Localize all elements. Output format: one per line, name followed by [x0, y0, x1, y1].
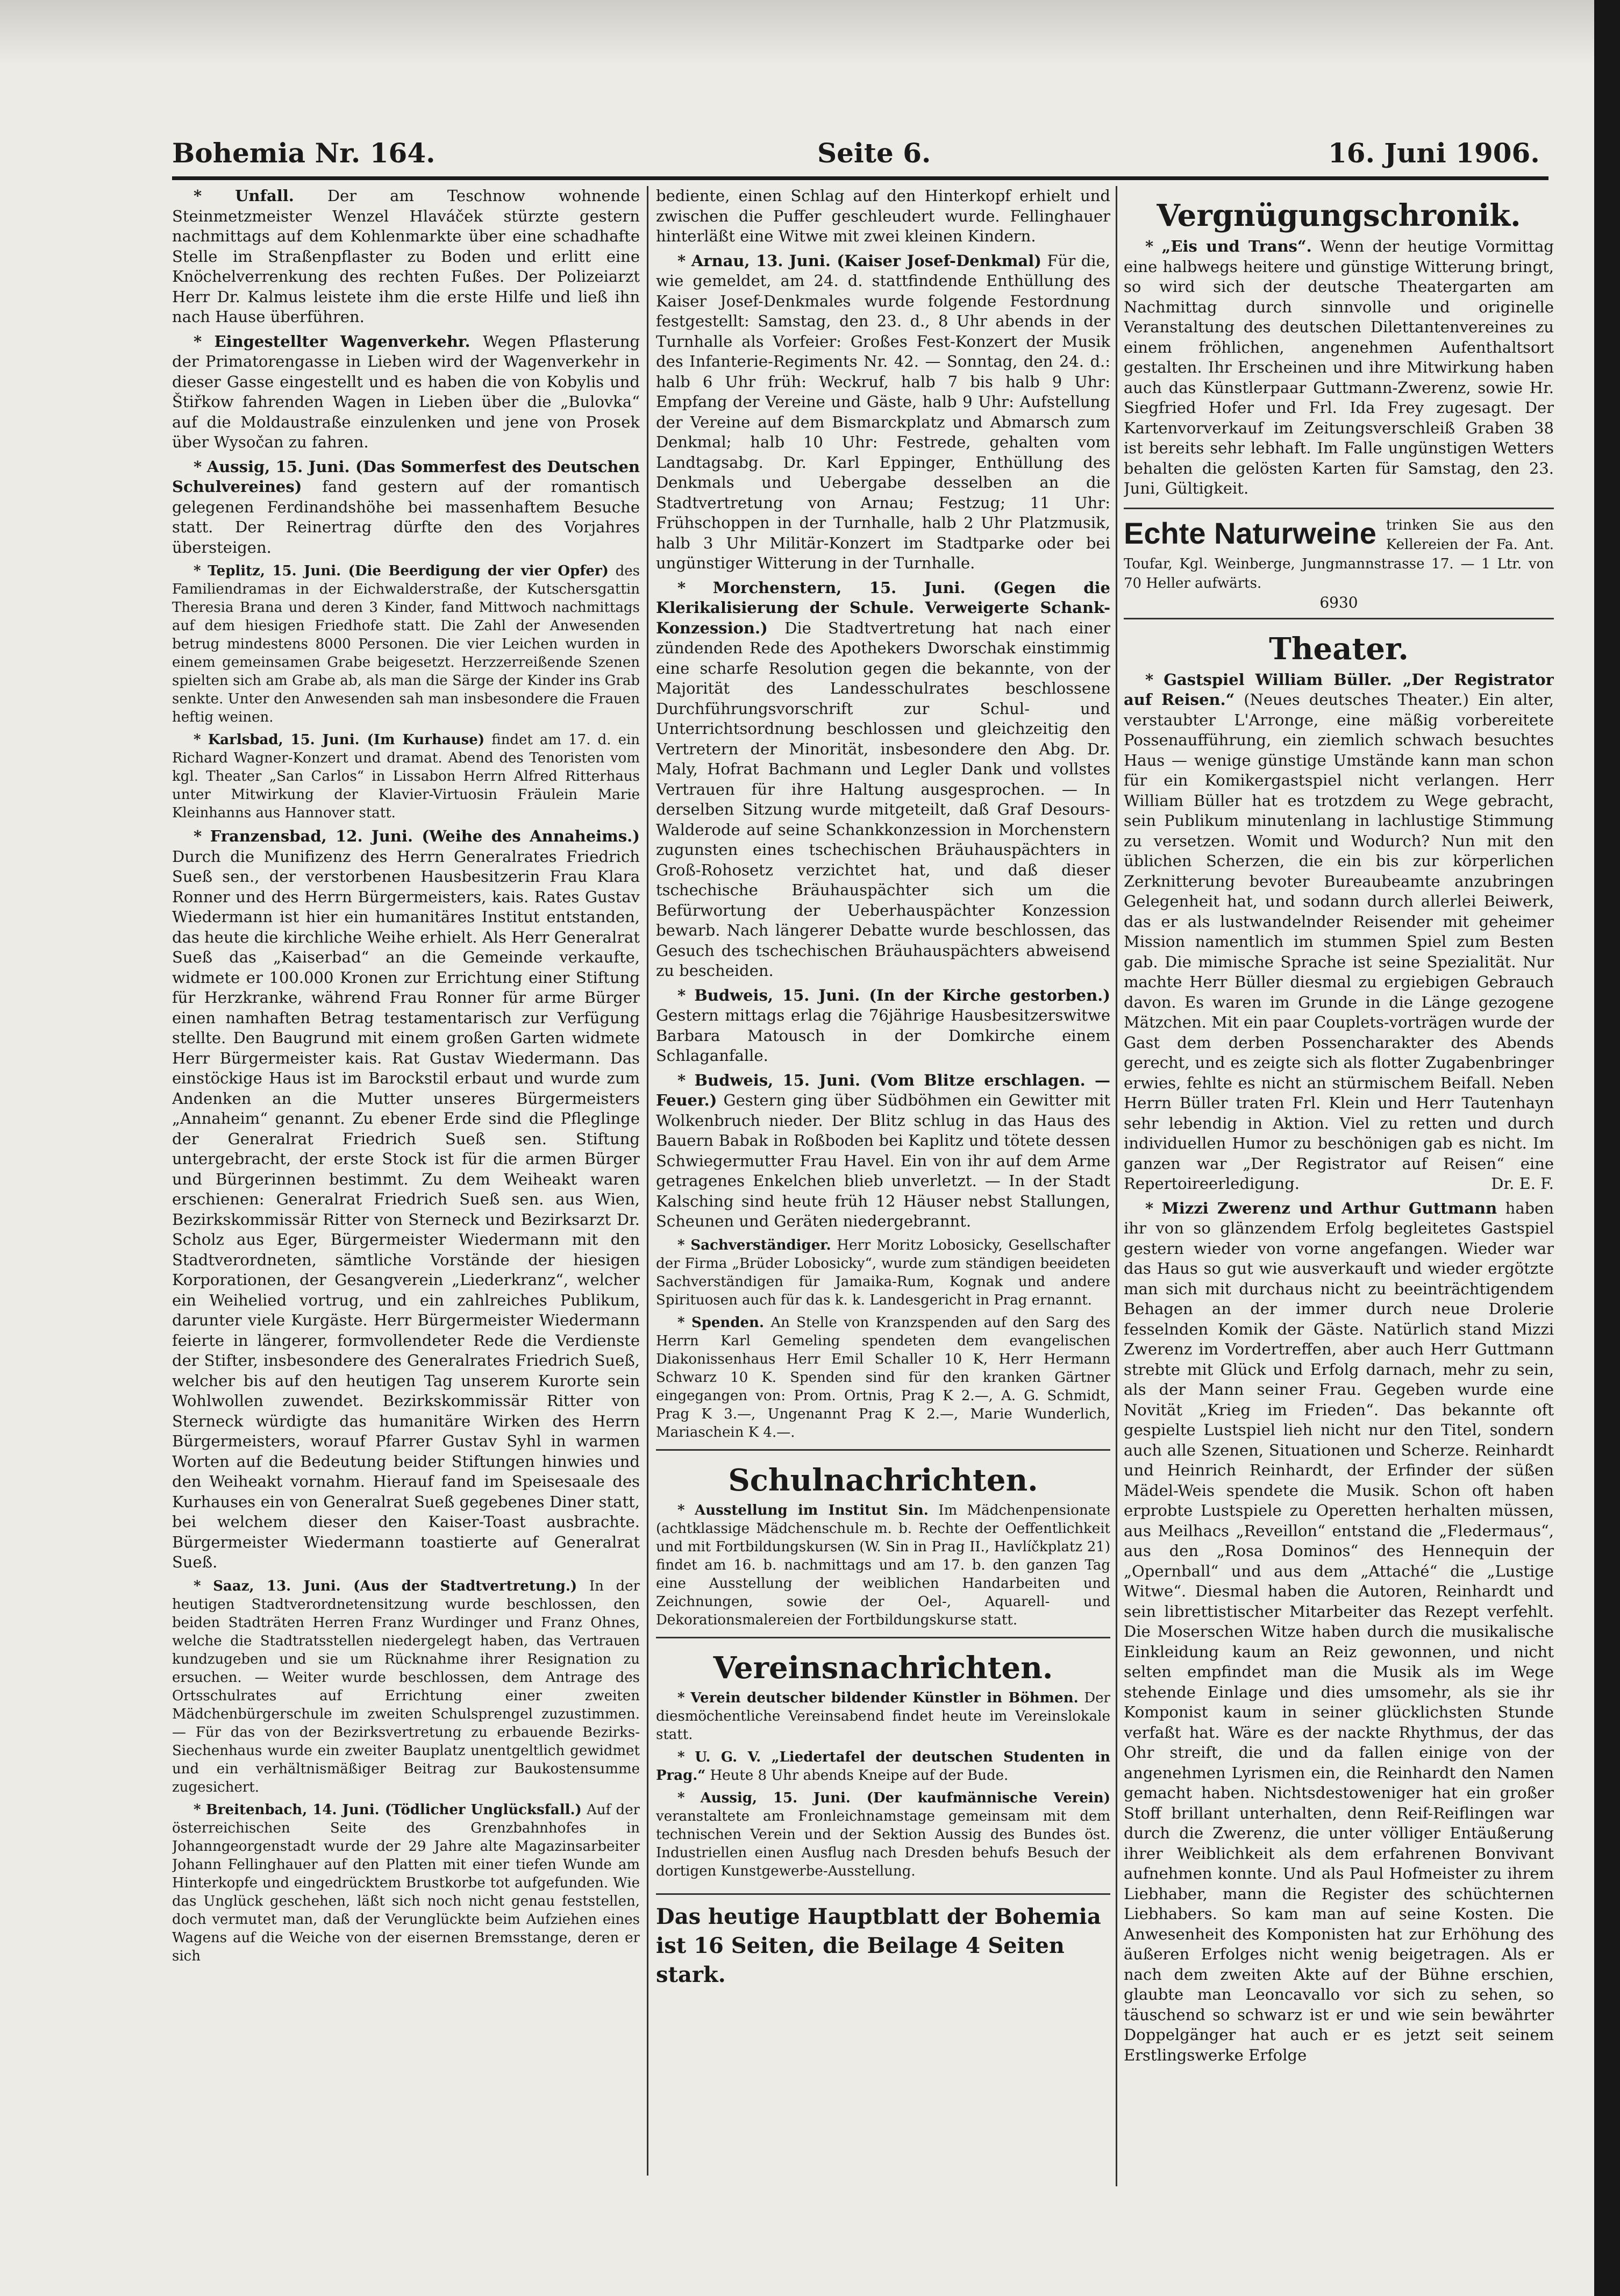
section-title-theater: Theater.	[1269, 631, 1409, 667]
article-text: veranstaltete am Fronleichnamstage gemeinsam mit dem technischen Verein und der Sektion Aussig des Bundes öst. Industriellen einen Ausflug nach Dresden behufs Besuch der dortigen Kunstgewerbe-Ausstellung.	[656, 1808, 1110, 1879]
article-heading: Gastspiel William Büller. „Der Registrator auf Reisen.“	[1124, 670, 1554, 709]
article: * Karlsbad, 15. Juni. (Im Kurhause) findet am 17. d. ein Richard Wagner-Konzert und dramat. Abend des Tenoristen vom kgl. Theater „San Carlos“ in Lissabon Herrn Alfred Ritterhaus unter Mitwirkung der Klavier-Virtuosin Fräulein Marie Kleinhanns aus Hannover statt.	[172, 732, 640, 821]
section-rule	[656, 1637, 1110, 1638]
article: * Budweis, 15. Juni. (In der Kirche gestorben.) Gestern mittags erlag die 76jährige Hausbesitzerswitwe Barbara Matousch in der Domkirche einem Schlaganfalle.	[656, 986, 1110, 1065]
article-heading: Unfall.	[235, 187, 294, 205]
article-text: fand gestern auf der romantisch gelegenen Ferdinandshöhe bei massenhaftem Besuche statt. Der Reinertrag dürfte den des Vorjahres übersteigen.	[172, 477, 640, 557]
ad-text: trinken Sie aus den Kellereien der Fa. Ant. Toufar, Kgl. Weinberge, Jungmannstrasse 17. — 1 Ltr. von 70 Heller aufwärts.	[1124, 517, 1554, 591]
scan-right-edge	[1594, 0, 1620, 2296]
article-heading: Budweis, 15. Juni. (Vom Blitze erschlagen. — Feuer.)	[656, 1071, 1110, 1109]
article: * U. G. V. „Liedertafel der deutschen Studenten in Prag.“ Heute 8 Uhr abends Kneipe auf der Bude.	[656, 1749, 1110, 1784]
wine-advertisement	[1124, 508, 1554, 619]
article-text: findet am 17. d. ein Richard Wagner-Konzert und dramat. Abend des Tenoristen vom kgl. Theater „San Carlos“ in Lissabon Herrn Alfred Ritterhaus unter Mitwirkung der Klavier-Virtuosin Fräulein Marie Kleinhanns aus Hannover statt.	[172, 732, 640, 821]
article-heading: Breitenbach, 14. Juni. (Tödlicher Unglücksfall.)	[205, 1801, 582, 1818]
article-text: Herr Moritz Lobosicky, Gesellschafter der Firma „Brüder Lobosicky“, wurde zum ständigen beeideten Sachverständigen für Jamaika-Rum, Kognak und andere Spirituosen auch für das k. k. Landesgericht in Prag ernannt.	[656, 1237, 1110, 1308]
article-text: Im Mädchenpensionate (achtklassige Mädchenschule m. b. Rechte der Oeffentlichkeit und mit Fortbildungskursen (W. Sin in Prag II., Havlíčkplatz 21) findet am 16. b. nachmittags und am 17. b. den ganzen Tag eine Ausstellung der weiblichen Handarbeiten und Zeichnungen, sowie der Oel-, Aquarell- und Dekorationsmalereien der Fortbildungskurse statt.	[656, 1502, 1110, 1628]
article-text: bediente, einen Schlag auf den Hinterkopf erhielt und zwischen die Puffer geschleudert wurde. Fellinghauer hinterläßt eine Witwe mit zwei kleinen Kindern.	[656, 187, 1110, 245]
article: * Mizzi Zwerenz und Arthur Guttmann haben ihr von so glänzendem Erfolg begleitetes Gastspiel gestern wieder von vorne angefangen. Wieder war das Haus so gut wie ausverkauft und wieder ergötzte man sich mit durchaus nicht zu beeinträchtigendem Behagen an der immer durch neue Drolerie fesselnden Komik der Gäste. Natürlich stand Mizzi Zwerenz im Vordertreffen, aber auch Herr Guttmann strebte mit Glück und Erfolg darnach, mehr zu sein, als der Mann seiner Frau. Gegeben wurde eine Novität „Krieg im Frieden“. Das bekannte oft gespielte Lustspiel lieh nicht nur den Titel, sondern auch alle Szenen, Situationen und Scherze. Reinhardt und Heinrich Reinhardt, der Erfinder der süßen Mädel-Weis spendete die Musik. Schon oft haben erprobte Lustspiele zu Operetten herhalten müssen, aus Meilhacs „Reveillon“ entstand die „Fledermaus“, aus den „Rosa Dominos“ des Hennequin der „Opernball“ und aus dem „Attaché“ die „Lustige Witwe“. Diesmal haben die Autoren, Reinhardt und sein librettistischer Mitarbeiter das Rezept verfehlt. Die Moserschen Witze haben durch die musikalische Einkleidung kaum an Reiz gewonnen, und nicht selten empfindet man die Musik als im Wege stehende Einlage und dies umsomehr, als sie ihr Komponist kaum in seiner glücklichsten Stunde verfaßt hat. Wäre es der nackte Rhythmus, der das Ohr streift, die und da fallen einige von der angenehmen Lyrismen ein, die Reinhardt den Namen gemacht haben. Nichtsdestoweniger hat ein großer Stoff brillant unterhalten, denn Reif-Reiflingen war durch die Zwerenz, die unter völliger Entäußerung ihrer Weiblichkeit als dem erfahrenen Bonvivant aufnehmen konnte. Und als Paul Hofmeister zu ihrem Liebhaber, mann die Register des schüchternen Liebhabers. So kam man auf seine Kosten. Die Anwesenheit des Komponisten hat zur Erhöhung des äußeren Erfolges nicht wenig beigetragen. Als er nach dem zweiten Akte auf der Bühne erschien, glaubte man Leoncavallo vor sich zu sehen, so täuschend so schwarz ist er und wie sein bewährter Doppelgänger hat auch er es jetzt seit seinem Erstlingswerke Erfolge	[1124, 1199, 1554, 2064]
article-heading: Morchenstern, 15. Juni. (Gegen die Klerikalisierung der Schule. Verweigerte Schank-Konzession.)	[656, 578, 1110, 637]
article: * Arnau, 13. Juni. (Kaiser Josef-Denkmal) Für die, wie gemeldet, am 24. d. stattfindende Enthüllung des Kaiser Josef-Denkmales wurde folgende Festordnung festgestellt: Samstag, den 23. d., 8 Uhr abends in der Turnhalle als Vorfeier: Großes Fest-Konzert der Musik des Infanterie-Regiments Nr. 42. — Sonntag, den 24. d.: halb 6 Uhr früh: Weckruf, halb 7 bis halb 9 Uhr: Empfang der Vereine und Gäste, halb 9 Uhr: Aufstellung der Vereine auf dem Bismarckplatz und Abmarsch zum Denkmal; halb 10 Uhr: Festrede, gehalten vom Landtagsabg. Dr. Karl Eppinger, Enthüllung des Denkmals und Uebergabe desselben an die Stadtvertretung von Arnau; Festzug; 11 Uhr: Frühschoppen in der Turnhalle, halb 2 Uhr Platzmusik, halb 3 Uhr Militär-Konzert im Stadtparke oder bei ungünstiger Witterung in der Turnhalle.	[656, 251, 1110, 572]
article: * Sachverständiger. Herr Moritz Lobosicky, Gesellschafter der Firma „Brüder Lobosicky“, wurde zum ständigen beeideten Sachverständigen für Jamaika-Rum, Kognak und andere Spirituosen auch für das k. k. Landesgericht in Prag ernannt.	[656, 1237, 1110, 1308]
article-heading: Teplitz, 15. Juni. (Die Beerdigung der vier Opfer)	[208, 563, 609, 579]
article: * Morchenstern, 15. Juni. (Gegen die Klerikalisierung der Schule. Verweigerte Schank-Konzession.) Die Stadtvertretung hat nach einer zündenden Rede des Apothekers Dworschak einstimmig eine scharfe Resolution gegen die bekannte, von der Majorität des Landesschulrates beschlossene Durchführungsvorschrift zur Schul- und Unterrichtsordnung beschlossen und gleichzeitig den Vertretern der Minorität, insbesondere den Abg. Dr. Maly, Hofrat Bachmann und Legler Dank und vollstes Vertrauen für ihre Haltung ausgesprochen. — In derselben Sitzung wurde mitgeteilt, daß Graf Desours-Walderode auf seine Schankkonzession in Morchenstern zugunsten eines tschechischen Bräuhauspächters in Groß-Rohosetz verzichtet hat, und daß dieser tschechische Bräuhauspächter sich um die Befürwortung der Ueberhauspächter Konzession bewarb. Nach längerer Debatte wurde beschlossen, das Gesuch des tschechischen Bräuhauspächters abweisend zu bescheiden.	[656, 578, 1110, 980]
article-heading: Mizzi Zwerenz und Arthur Guttmann	[1161, 1199, 1497, 1217]
article-text: Der am Teschnow wohnende Steinmetzmeister Wenzel Hlaváček stürzte gestern nachmittags auf dem Kohlenmarkte über eine schadhafte Stelle im Straßenpflaster zu Boden und erlitt eine Knöchelverrenkung des rechten Fußes. Der Polizeiarzt Herr Dr. Kalmus leistete ihm die erste Hilfe und ließ ihn nach Hause überführen.	[172, 187, 640, 326]
article-text: An Stelle von Kranzspenden auf den Sarg des Herrn Karl Gemeling spendeten dem evangelischen Diakonissenhaus Herr Emil Schaller 10 K, Herr Hermann Schwarz 10 K. Spenden sind für den kranken Gärtner eingegangen von: Prom. Ortnis, Prag K 2.—, A. G. Schmidt, Prag K 3.—, Ungenannt Prag K 2.—, Marie Wunderlich, Mariaschein K 4.—.	[656, 1314, 1110, 1441]
section-title-school: Schulnachrichten.	[728, 1462, 1038, 1498]
article-heading: Spenden.	[691, 1314, 765, 1331]
article: * Eingestellter Wagenverkehr. Wegen Pflasterung der Primatorengasse in Lieben wird der Wagenverkehr in dieser Gasse eingestellt und es haben die von Kobylis und Štiřkow fahrenden Wagen in Lieben über die „Bulovka“ auf die Moldaustraße einzulenken und jene von Prosek über Wysočan zu fahren.	[172, 332, 640, 451]
article: * Teplitz, 15. Juni. (Die Beerdigung der vier Opfer) des Familiendramas in der Eichwalderstraße, der Kutschersgattin Theresia Brana und deren 3 Kinder, fand Mittwoch nachmittags auf dem hiesigen Friedhofe statt. Die Zahl der Anwesenden betrug mindestens 8000 Personen. Die vier Leichen wurden in einem gemeinsamen Grabe beigesetzt. Herzzerreißende Szenen spielten sich am Grabe ab, als man die Särge der Kinder ins Grab senkte. Unter den Anwesenden sah man insbesondere die Frauen heftig weinen.	[172, 563, 640, 725]
article-text: Wenn der heutige Vormittag eine halbwegs heitere und günstige Witterung bringt, so wird sich der deutsche Theatergarten am Nachmittag durch sinnvolle und originelle Veranstaltung des deutschen Dilettantenvereines zu einem fröhlichen, angenehmen Aufenthaltsort gestalten. Ihr Erscheinen und ihre Mitwirkung haben auch das Künstlerpaar Guttmann-Zwerenz, sowie Hr. Siegfried Hofer und Frl. Ida Frey zugesagt. Der Kartenvorverkauf im Zeitungsverschleiß Graben 38 ist bereits sehr lebhaft. Im Falle ungünstigen Wetters behalten die gelösten Karten für Samstag, den 23. Juni, Gültigkeit.	[1124, 237, 1554, 497]
article-text: des Familiendramas in der Eichwalderstraße, der Kutschersgattin Theresia Brana und deren 3 Kinder, fand Mittwoch nachmittags auf dem hiesigen Friedhofe statt. Die Zahl der Anwesenden betrug mindestens 8000 Personen. Die vier Leichen wurden in einem gemeinsamen Grabe beigesetzt. Herzzerreißende Szenen spielten sich am Grabe ab, als man die Särge der Kinder ins Grab senkte. Unter den Anwesenden sah man insbesondere die Frauen heftig weinen.	[172, 563, 640, 725]
article-heading: Karlsbad, 15. Juni. (Im Kurhause)	[208, 732, 485, 748]
column-3	[1124, 186, 1554, 2186]
article-text: Wegen Pflasterung der Primatorengasse in Lieben wird der Wagenverkehr in dieser Gasse eingestellt und es haben die von Kobylis und Štiřkow fahrenden Wagen in Lieben über die „Bulovka“ auf die Moldaustraße einzulenken und jene von Prosek über Wysočan zu fahren.	[172, 332, 640, 451]
article: * Ausstellung im Institut Sin. Im Mädchenpensionate (achtklassige Mädchenschule m. b. Rechte der Oeffentlichkeit und mit Fortbildungskursen (W. Sin in Prag II., Havlíčkplatz 21) findet am 16. b. nachmittags und am 17. b. den ganzen Tag eine Ausstellung der weiblichen Handarbeiten und Zeichnungen, sowie der Oel-, Aquarell- und Dekorationsmalereien der Fortbildungskurse statt.	[656, 1502, 1110, 1628]
article-heading: Aussig, 15. Juni. (Das Sommerfest des Deutschen Schulvereines)	[172, 457, 640, 496]
article: * Budweis, 15. Juni. (Vom Blitze erschlagen. — Feuer.) Gestern ging über Südböhmen ein Gewitter mit Wolkenbruch nieder. Der Blitz schlug in das Haus des Bauern Babak in Roßboden bei Kaplitz und tötete dessen Schwiegermutter Frau Havel. Ein von ihr auf dem Arme getragenes Enkelchen blieb unverletzt. — In der Stadt Kalsching sind heute früh 12 Häuser nebst Stallungen, Scheunen und Geräten niedergebrannt.	[656, 1071, 1110, 1230]
article-text: Die Stadtvertretung hat nach einer zündenden Rede des Apothekers Dworschak einstimmig eine scharfe Resolution gegen die bekannte, von der Majorität des Landesschulrates beschlossene Durchführungsvorschrift zur Schul- und Unterrichtsordnung beschlossen und gleichzeitig den Vertretern der Minorität, insbesondere den Abg. Dr. Maly, Hofrat Bachmann und Legler Dank und vollstes Vertrauen für ihre Haltung ausgesprochen. — In derselben Sitzung wurde mitgeteilt, daß Graf Desours-Walderode auf seine Schankkonzession in Morchenstern zugunsten eines tschechischen Bräuhauspächters in Groß-Rohosetz verzichtet hat, und daß dieser tschechische Bräuhauspächter sich um die Befürwortung der Ueberhauspächter Konzession bewarb. Nach längerer Debatte wurde beschlossen, das Gesuch des tschechischen Bräuhauspächters abweisend zu bescheiden.	[656, 618, 1110, 980]
article: * Spenden. An Stelle von Kranzspenden auf den Sarg des Herrn Karl Gemeling spendeten dem evangelischen Diakonissenhaus Herr Emil Schaller 10 K, Herr Hermann Schwarz 10 K. Spenden sind für den kranken Gärtner eingegangen von: Prom. Ortnis, Prag K 2.—, A. G. Schmidt, Prag K 3.—, Ungenannt Prag K 2.—, Marie Wunderlich, Mariaschein K 4.—.	[656, 1314, 1110, 1441]
column-1	[172, 186, 640, 2176]
article-heading: Franzensbad, 12. Juni. (Weihe des Annaheims.)	[210, 827, 640, 845]
column-2	[656, 186, 1110, 2176]
edition-notice: Das heutige Hauptblatt der Bohemia ist 16 Seiten, die Beilage 4 Seiten stark.	[656, 1893, 1110, 1990]
issue-date: 16. Juni 1906.	[1328, 137, 1540, 169]
article: * Saaz, 13. Juni. (Aus der Stadtvertretung.) In der heutigen Stadtverordnetensitzung wurde beschlossen, den beiden Stadträten Herren Franz Wurdinger und Franz Ohnes, welche die Stadtratsstellen niedergelegt haben, das Vertrauen kundzugeben und sie um Rücknahme ihrer Resignation zu ersuchen. — Weiter wurde beschlossen, dem Antrage des Ortsschulrates auf Errichtung einer zweiten Mädchenbürgerschule im zweiten Schulsprengel zuzustimmen. — Für das von der Bezirksvertretung zu erbauende Bezirks-Siechenhaus wurde ein zweiter Bauplatz unentgeltlich gewidmet und ein verhältnismäßiger Beitrag zur Baukostensumme zugesichert.	[172, 1578, 640, 1795]
article-heading: Saaz, 13. Juni. (Aus der Stadtvertretung.)	[213, 1578, 577, 1594]
article-text: (Neues deutsches Theater.) Ein alter, verstaubter L'Arronge, eine mäßig vorbereitete Possenaufführung, ein ziemlich schwach besuchtes Haus — wenige günstige Umstände kann man schon für ein Komikergastspiel nicht verlangen. Herr William Büller hat es trotzdem zu Wege gebracht, sein Publikum minutenlang in lachlustige Stimmung zu versetzen. Womit und Wodurch? Nun mit den üblichen Scherzen, die ein bis zur körperlichen Zerknitterung bevoter Bureaubeamte anzubringen Gelegenheit hat, und sodann durch allerlei Beiwerk, das er als lustwandelnder Reisender mit geheimer Mission namentlich im stummen Spiel zum Besten gab. Die mimische Sprache ist seine Spezialität. Nur machte Herr Büller diesmal zu ergiebigen Gebrauch davon. Es waren im Grunde in die Länge gezogene Mätzchen. Mit ein paar Couplets-vorträgen wurde der Gast dem derben Possencharakter des Abends gerecht, und es zeigte sich als flotter Zugabenbringer erwies, fehlte es nicht an stürmischem Beifall. Neben Herrn Büller traten Frl. Klein und Herr Tautenhayn sehr lebendig in Aktion. Viel zu retten und durch individuellen Humor zu beschönigen gab es nicht. Im ganzen war „Der Registrator auf Reisen“ eine Repertoireerledigung.	[1124, 690, 1554, 1193]
article-text: In der heutigen Stadtverordnetensitzung wurde beschlossen, den beiden Stadträten Herren Franz Wurdinger und Franz Ohnes, welche die Stadtratsstellen niedergelegt haben, das Vertrauen kundzugeben und sie um Rücknahme ihrer Resignation zu ersuchen. — Weiter wurde beschlossen, dem Antrage des Ortsschulrates auf Errichtung einer zweiten Mädchenbürgerschule im zweiten Schulsprengel zuzustimmen. — Für das von der Bezirksvertretung zu erbauende Bezirks-Siechenhaus wurde ein zweiter Bauplatz unentgeltlich gewidmet und ein verhältnismäßiger Beitrag zur Baukostensumme zugesichert.	[172, 1578, 640, 1795]
article-text: Der diesmöchentliche Vereinsabend findet heute im Vereinslokale statt.	[656, 1689, 1110, 1743]
scan-top-margin	[0, 0, 1620, 65]
section-rule	[656, 1449, 1110, 1451]
article-text: Auf der österreichischen Seite des Grenzbahnhofes in Johanngeorgenstadt wurde der 29 Jahre alte Magazinsarbeiter Johann Fellinghauer auf den Platten mit einer tiefen Wunde am Hinterkopfe und eingedrücktem Brustkorbe tot aufgefunden. Wie das Unglück geschehen, läßt sich noch nicht genau feststellen, doch vermutet man, daß der Verunglückte beim Aufziehen eines Wagens auf die Weiche von der eisernen Bremsstange, deren er sich	[172, 1801, 640, 1964]
article-heading: Budweis, 15. Juni. (In der Kirche gestorben.)	[694, 986, 1110, 1004]
article: * Aussig, 15. Juni. (Der kaufmännische Verein) veranstaltete am Fronleichnamstage gemeinsam mit dem technischen Verein und der Sektion Aussig des Bundes öst. Industriellen einen Ausflug nach Dresden behufs Besuch der dortigen Kunstgewerbe-Ausstellung.	[656, 1789, 1110, 1879]
article-text: Gestern mittags erlag die 76jährige Hausbesitzerswitwe Barbara Matousch in der Domkirche einem Schlaganfalle.	[656, 1006, 1110, 1065]
article: * „Eis und Trans“. Wenn der heutige Vormittag eine halbwegs heitere und günstige Witterung bringt, so wird sich der deutsche Theatergarten am Nachmittag durch sinnvolle und originelle Veranstaltung des deutschen Dilettantenvereines zu einem fröhlichen, angenehmen Aufenthaltsort gestalten. Ihr Erscheinen und ihre Mitwirkung haben auch das Künstlerpaar Guttmann-Zwerenz, sowie Hr. Siegfried Hofer und Frl. Ida Frey zugesagt. Der Kartenvorverkauf im Zeitungsverschleiß Graben 38 ist bereits sehr lebhaft. Im Falle ungünstigen Wetters behalten die gelösten Karten für Samstag, den 23. Juni, Gültigkeit.	[1124, 237, 1554, 497]
article: * Franzensbad, 12. Juni. (Weihe des Annaheims.) Durch die Munifizenz des Herrn Generalrates Friedrich Sueß sen., der verstorbenen Hausbesitzerin Frau Klara Ronner und des Herrn Bürgermeisters, kais. Rates Gustav Wiedermann ist hier ein humanitäres Institut entstanden, das heute die kirchliche Weihe erhielt. Als Herr Generalrat Sueß das „Kaiserbad“ an die Gemeinde verkaufte, widmete er 100.000 Kronen zur Errichtung einer Stiftung für Herzkranke, während Frau Ronner für arme Bürger einen namhaften Betrag testamentarisch zur Verfügung stellte. Den Baugrund mit einem großen Garten widmete Herr Bürgermeister kais. Rat Gustav Wiedermann. Das einstöckige Haus ist im Barockstil erbaut und wurde zum Andenken an die Mutter unseres Bürgermeisters „Annaheim“ genannt. Zu ebener Erde sind die Pfleglinge der Generalrat Friedrich Sueß sen. Stiftung untergebracht, der erste Stock ist für die armen Bürger und Bürgerinnen bestimmt. Zu dem Weiheakt waren erschienen: Generalrat Friedrich Sueß sen. aus Wien, Bezirkskommissär Ritter von Sterneck und Bezirksarzt Dr. Scholz aus Eger, Bürgermeister Wiedermann mit den Stadtverordneten, sämtliche Vorstände der hiesigen Korporationen, der Gesangverein „Liederkranz“, welcher ein Weihelied vortrug, und ein zahlreiches Publikum, darunter viele Kurgäste. Herr Bürgermeister Wiedermann feierte in längerer, formvollendeter Rede die Verdienste der Stifter, insbesondere des Generalrates Friedrich Sueß, welcher bis auf den heutigen Tag unserem Kurorte sein Wohlwollen zuwendet. Bezirkskommissär Ritter von Sterneck würdigte das humanitäre Wirken des Herrn Bürgermeisters, worauf Pfarrer Gustav Syhl in warmen Worten auf die Bedeutung beider Stiftungen hinwies und den Weiheakt vornahm. Hierauf fand im Speisesaale des Kurhauses ein von Generalrat Sueß gegebenes Diner statt, bei welchem dieser den Kaiser-Toast ausbrachte. Bürgermeister Wiedermann toastierte auf Generalrat Sueß.	[172, 827, 640, 1571]
column-rule	[647, 186, 648, 2176]
article: * Unfall. Der am Teschnow wohnende Steinmetzmeister Wenzel Hlaváček stürzte gestern nachmittags auf dem Kohlenmarkte über eine schadhafte Stelle im Straßenpflaster zu Boden und erlitt eine Knöchelverrenkung des rechten Fußes. Der Polizeiarzt Herr Dr. Kalmus leistete ihm die erste Hilfe und ließ ihn nach Hause überführen.	[172, 187, 640, 326]
article-text: Heute 8 Uhr abends Kneipe auf der Bude.	[710, 1767, 1009, 1784]
article-heading: Aussig, 15. Juni. (Der kaufmännische Verein)	[700, 1789, 1110, 1806]
article-text: haben ihr von so glänzendem Erfolg begleitetes Gastspiel gestern wieder von vorne angefangen. Wieder war das Haus so gut wie ausverkauft und wieder ergötzte man sich mit durchaus nicht zu beeinträchtigendem Behagen an der immer durch neue Drolerie fesselnden Komik der Gäste. Natürlich stand Mizzi Zwerenz im Vordertreffen, aber auch Herr Guttmann strebte mit Glück und Erfolg darnach, mehr zu sein, als der Mann seiner Frau. Gegeben wurde eine Novität „Krieg im Frieden“. Das bekannte oft gespielte Lustspiel lieh nicht nur den Titel, sondern auch alle Szenen, Situationen und Scherze. Reinhardt und Heinrich Reinhardt, der Erfinder der süßen Mädel-Weis spendete die Musik. Schon oft haben erprobte Lustspiele zu Operetten herhalten müssen, aus Meilhacs „Reveillon“ entstand die „Fledermaus“, aus den „Rosa Dominos“ des Hennequin der „Opernball“ und aus dem „Attaché“ die „Lustige Witwe“. Diesmal haben die Autoren, Reinhardt und sein librettistischer Mitarbeiter das Rezept verfehlt. Die Moserschen Witze haben durch die musikalische Einkleidung kaum an Reiz gewonnen, und nicht selten empfindet man die Musik als im Wege stehende Einlage und dies umsomehr, als sie ihr Komponist kaum in seiner glücklichsten Stunde verfaßt hat. Wäre es der nackte Rhythmus, der das Ohr streift, die und da fallen einige von der angenehmen Lyrismen ein, die Reinhardt den Namen gemacht haben. Nichtsdestoweniger hat ein großer Stoff brillant unterhalten, denn Reif-Reiflingen war durch die Zwerenz, die unter völliger Entäußerung ihrer Weiblichkeit als dem erfahrenen Bonvivant aufnehmen konnte. Und als Paul Hofmeister zu ihrem Liebhaber, mann die Register des schüchternen Liebhabers. So kam man auf seine Kosten. Die Anwesenheit des Komponisten hat zur Erhöhung des äußeren Erfolges nicht wenig beigetragen. Als er nach dem zweiten Akte auf der Bühne erschien, glaubte man Leoncavallo vor sich zu sehen, so täuschend so schwarz ist er und wie sein bewährter Doppelgänger hat auch er es jetzt seit seinem Erstlingswerke Erfolge	[1124, 1199, 1554, 2064]
article-heading: Verein deutscher bildender Künstler in Böhmen.	[690, 1689, 1079, 1706]
article-text: Durch die Munifizenz des Herrn Generalrates Friedrich Sueß sen., der verstorbenen Hausbesitzerin Frau Klara Ronner und des Herrn Bürgermeisters, kais. Rates Gustav Wiedermann ist hier ein humanitäres Institut entstanden, das heute die kirchliche Weihe erhielt. Als Herr Generalrat Sueß das „Kaiserbad“ an die Gemeinde verkaufte, widmete er 100.000 Kronen zur Errichtung einer Stiftung für Herzkranke, während Frau Ronner für arme Bürger einen namhaften Betrag testamentarisch zur Verfügung stellte. Den Baugrund mit einem großen Garten widmete Herr Bürgermeister kais. Rat Gustav Wiedermann. Das einstöckige Haus ist im Barockstil erbaut und wurde zum Andenken an die Mutter unseres Bürgermeisters „Annaheim“ genannt. Zu ebener Erde sind die Pfleglinge der Generalrat Friedrich Sueß sen. Stiftung untergebracht, der erste Stock ist für die armen Bürger und Bürgerinnen bestimmt. Zu dem Weiheakt waren erschienen: Generalrat Friedrich Sueß sen. aus Wien, Bezirkskommissär Ritter von Sterneck und Bezirksarzt Dr. Scholz aus Eger, Bürgermeister Wiedermann mit den Stadtverordneten, sämtliche Vorstände der hiesigen Korporationen, der Gesangverein „Liederkranz“, welcher ein Weihelied vortrug, und ein zahlreiches Publikum, darunter viele Kurgäste. Herr Bürgermeister Wiedermann feierte in längerer, formvollendeter Rede die Verdienste der Stifter, insbesondere des Generalrates Friedrich Sueß, welcher bis auf den heutigen Tag unserem Kurorte sein Wohlwollen zuwendet. Bezirkskommissär Ritter von Sterneck würdigte das humanitäre Wirken des Herrn Bürgermeisters, worauf Pfarrer Gustav Syhl in warmen Worten auf die Bedeutung beider Stiftungen hinwies und den Weiheakt vornahm. Hierauf fand im Speisesaale des Kurhauses ein von Generalrat Sueß gegebenes Diner statt, bei welchem dieser den Kaiser-Toast ausbrachte. Bürgermeister Wiedermann toastierte auf Generalrat Sueß.	[172, 847, 640, 1571]
article-continuation	[656, 186, 1110, 247]
masthead-issue: Bohemia Nr. 164.	[172, 137, 436, 169]
article-text: Für die, wie gemeldet, am 24. d. stattfindende Enthüllung des Kaiser Josef-Denkmales wurde folgende Festordnung festgestellt: Samstag, den 23. d., 8 Uhr abends in der Turnhalle als Vorfeier: Großes Fest-Konzert der Musik des Infanterie-Regiments Nr. 42. — Sonntag, den 24. d.: halb 6 Uhr früh: Weckruf, halb 7 bis halb 9 Uhr: Empfang der Vereine und Gäste, halb 9 Uhr: Aufstellung der Vereine auf dem Bismarckplatz und Abmarsch zum Denkmal; halb 10 Uhr: Festrede, gehalten vom Landtagsabg. Dr. Karl Eppinger, Enthüllung des Denkmals und Uebergabe desselben an die Stadtvertretung von Arnau; Festzug; 11 Uhr: Frühschoppen in der Turnhalle, halb 2 Uhr Platzmusik, halb 3 Uhr Militär-Konzert im Stadtparke oder bei ungünstiger Witterung in der Turnhalle.	[656, 251, 1110, 572]
header-rule	[172, 176, 1548, 180]
article-heading: Eingestellter Wagenverkehr.	[214, 332, 470, 351]
article-heading: „Eis und Trans“.	[1161, 237, 1312, 255]
article: * Aussig, 15. Juni. (Das Sommerfest des Deutschen Schulvereines) fand gestern auf der romantisch gelegenen Ferdinandshöhe bei massenhaftem Besuche statt. Der Reinertrag dürfte den des Vorjahres übersteigen.	[172, 457, 640, 557]
section-title-entertainment: Vergnügungschronik.	[1157, 198, 1521, 233]
article-signature: Dr. E. F.	[1491, 1174, 1554, 1193]
article-heading: Ausstellung im Institut Sin.	[695, 1502, 929, 1518]
article: * Breitenbach, 14. Juni. (Tödlicher Unglücksfall.) Auf der österreichischen Seite des Grenzbahnhofes in Johanngeorgenstadt wurde der 29 Jahre alte Magazinsarbeiter Johann Fellinghauer auf den Platten mit einer tiefen Wunde am Hinterkopfe und eingedrücktem Brustkorbe tot aufgefunden. Wie das Unglück geschehen, läßt sich noch nicht genau feststellen, doch vermutet man, daß der Verunglückte beim Aufziehen eines Wagens auf die Weiche von der eisernen Bremsstange, deren er sich	[172, 1801, 640, 1964]
ad-title: Echte Naturweine	[1124, 516, 1376, 550]
article-text: Gestern ging über Südböhmen ein Gewitter mit Wolkenbruch nieder. Der Blitz schlug in das Haus des Bauern Babak in Roßboden bei Kaplitz und tötete dessen Schwiegermutter Frau Havel. Ein von ihr auf dem Arme getragenes Enkelchen blieb unverletzt. — In der Stadt Kalsching sind heute früh 12 Häuser nebst Stallungen, Scheunen und Geräten niedergebrannt.	[656, 1091, 1110, 1230]
article: * Gastspiel William Büller. „Der Registrator auf Reisen.“ (Neues deutsches Theater.) Ein alter, verstaubter L'Arronge, eine mäßig vorbereitete Possenaufführung, ein ziemlich schwach besuchtes Haus — wenige günstige Umstände kann man schon für ein Komikergastspiel nicht verlangen. Herr William Büller hat es trotzdem zu Wege gebracht, sein Publikum minutenlang in lachlustige Stimmung zu versetzen. Womit und Wodurch? Nun mit den üblichen Scherzen, die ein bis zur körperlichen Zerknitterung bevoter Bureaubeamte anzubringen Gelegenheit hat, und sodann durch allerlei Beiwerk, das er als lustwandelnder Reisender mit geheimer Mission namentlich im stummen Spiel zum Besten gab. Die mimische Sprache ist seine Spezialität. Nur machte Herr Büller diesmal zu ergiebigen Gebrauch davon. Es waren im Grunde in die Länge gezogene Mätzchen. Mit ein paar Couplets-vorträgen wurde der Gast dem derben Possencharakter des Abends gerecht, und es zeigte sich als flotter Zugabenbringer erwies, fehlte es nicht an stürmischem Beifall. Neben Herrn Büller traten Frl. Klein und Herr Tautenhayn sehr lebendig in Aktion. Viel zu retten und durch individuellen Humor zu beschönigen gab es nicht. Im ganzen war „Der Registrator auf Reisen“ eine Repertoireerledigung. Dr. E. F.	[1124, 670, 1554, 1194]
article: * Verein deutscher bildender Künstler in Böhmen. Der diesmöchentliche Vereinsabend findet heute im Vereinslokale statt.	[656, 1689, 1110, 1743]
page-number: Seite 6.	[817, 137, 931, 169]
article-heading: U. G. V. „Liedertafel der deutschen Studenten in Prag.“	[656, 1749, 1110, 1784]
article-heading: Arnau, 13. Juni. (Kaiser Josef-Denkmal)	[691, 251, 1041, 270]
section-title-clubs: Vereinsnachrichten.	[713, 1650, 1053, 1686]
column-rule	[1116, 186, 1117, 2186]
article-heading: Sachverständiger.	[690, 1237, 831, 1253]
ad-number: 6930	[1319, 593, 1358, 611]
